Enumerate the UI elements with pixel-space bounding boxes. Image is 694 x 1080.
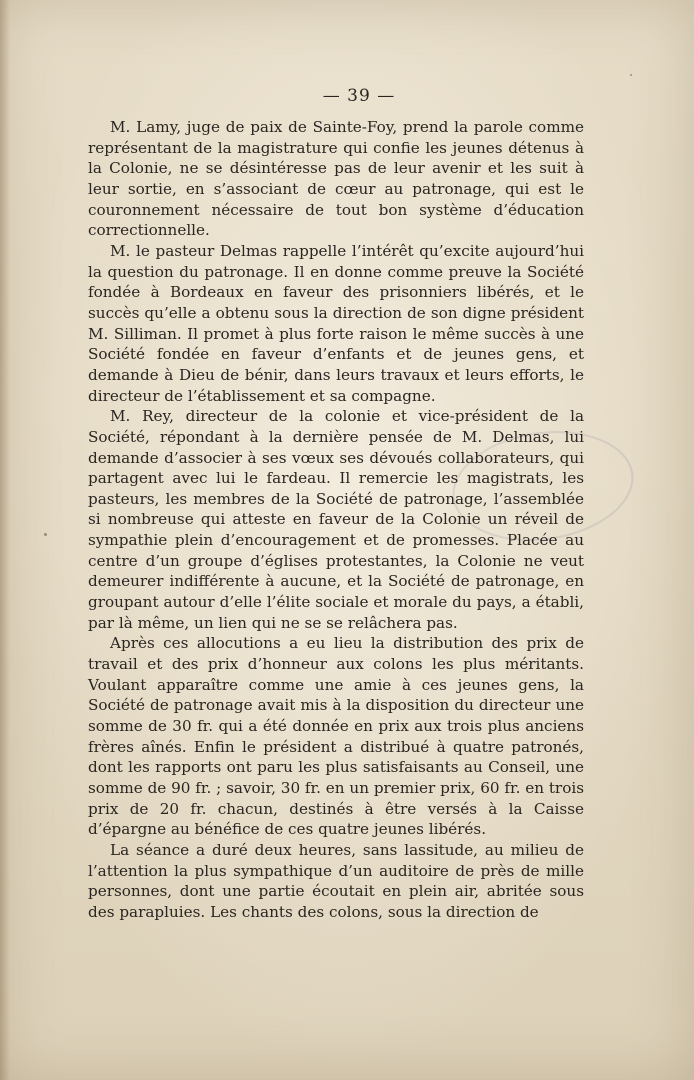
- paragraph-seance: La séance a duré deux heures, sans lassitude, au milieu de l’attention la plus sympathique d’un auditoire de près de mille personnes, dont une partie écoutait en plein air, abritée sous des parapluies. Les chants des colons, sous la direction de: [88, 840, 584, 921]
- paragraph-prizes: Après ces allocutions a eu lieu la distribution des prix de travail et des prix d’honneur aux colons les plus méritants. Voulant apparaître comme une amie à ces jeunes gens, la Société de patronage avait mis à la disposition du directeur une somme de 30 fr. qui a été donnée en prix aux trois plus anciens frères aînés. Enfin le président a distribué à quatre patronés, dont les rapports ont paru les plus satisfaisants au Conseil, une somme de 90 fr. ; savoir, 30 fr. en un premier prix, 60 fr. en trois prix de 20 fr. chacun, destinés à être versés à la Caisse d’épargne au bénéfice de ces quatre jeunes libérés.: [88, 634, 584, 839]
- page-edge-shadow: [0, 0, 10, 1080]
- paper-speck: [44, 533, 47, 536]
- body-text: [88, 117, 584, 923]
- paragraph-rey: M. Rey, directeur de la colonie et vice-président de la Société, répondant à la dernière pensée de M. Delmas, lui demande d’associer à ses vœux ses dévoués collaborateurs, qui partagent avec lui le fardeau. Il remercie les magistrats, les pasteurs, les membres de la Société de patronage, l’assemblée si nombreuse qui atteste en faveur de la Colonie un réveil de sympathie plein d’encouragement et de promesses. Placée au centre d’un groupe d’églises protestantes, la Colonie ne veut demeurer indifférente à aucune, et la Société de patronage, en groupant autour d’elle l’élite sociale et morale du pays, a établi, par là même, un lien qui ne se se relâchera pas.: [88, 407, 584, 632]
- paragraph-lamy: M. Lamy, juge de paix de Sainte-Foy, prend la parole comme représentant de la magistrature qui confie les jeunes détenus à la Colonie, ne se désintéresse pas de leur avenir et les suit à leur sortie, en s’associant de cœur au patronage, qui est le couronnement nécessaire de tout bon système d’éducation correctionnelle.: [88, 118, 584, 240]
- paper-speck: [630, 74, 632, 76]
- page-number: — 39 —: [322, 86, 396, 106]
- paragraph-delmas: M. le pasteur Delmas rappelle l’intérêt qu’excite aujourd’hui la question du patronage. Il en donne comme preuve la Société fondée à Bordeaux en faveur des prisonniers libérés, et le succès qu’elle a obtenu sous la direction de son digne président M. Silliman. Il promet à plus forte raison le même succès à une Société fondée en faveur d’enfants et de jeunes gens, et demande à Dieu de bénir, dans leurs travaux et leurs efforts, le directeur de l’établissement et sa compagne.: [88, 241, 584, 405]
